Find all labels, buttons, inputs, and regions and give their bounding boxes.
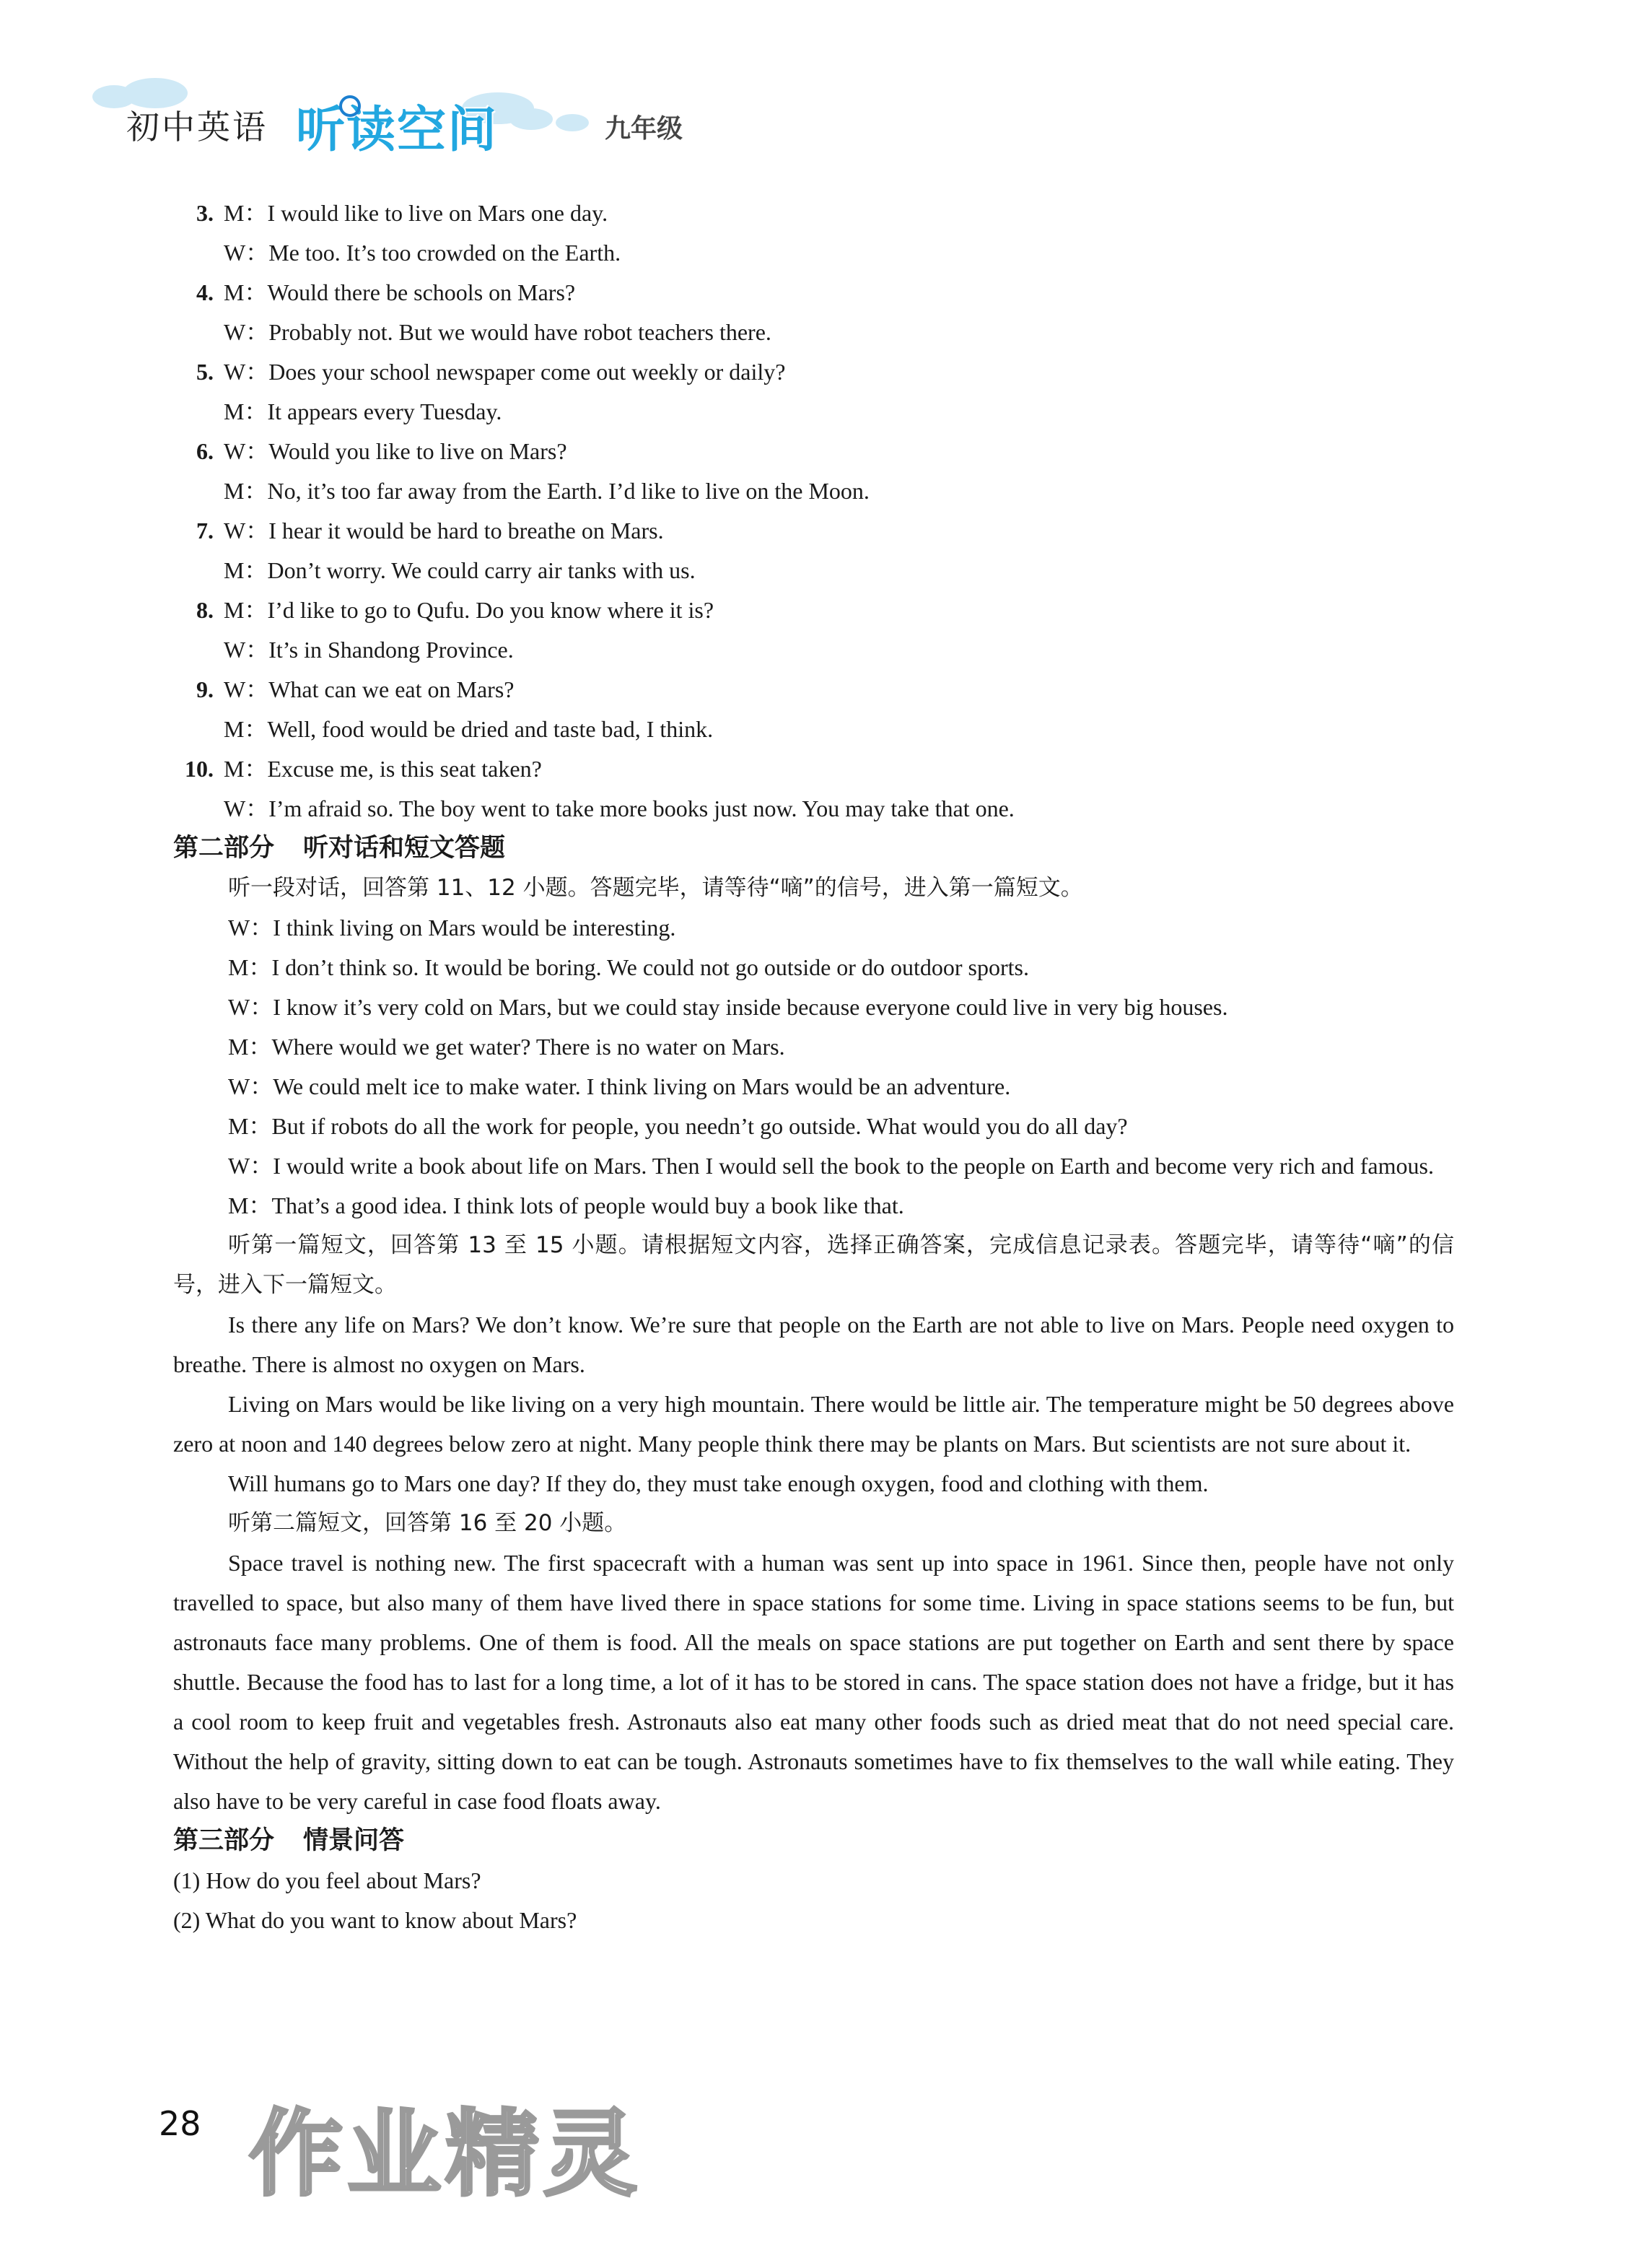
passage-one — [173, 1305, 1454, 1504]
instruction-text: 听一段对话，回答第 11、12 小题。答题完毕，请等待“嘀”的信号，进入第一篇短文。 — [228, 875, 1083, 901]
list-item-reply: M：Well, food would be dried and taste bad, I think. — [224, 716, 714, 742]
section-heading-part2: 第二部分 听对话和短文答题 — [173, 834, 506, 863]
book-series-title: 初中英语 — [126, 108, 268, 147]
page-number: 28 — [159, 2104, 201, 2143]
list-item: 4. M：Would there be schools on Mars? — [196, 279, 576, 305]
dialogue — [173, 908, 1454, 1226]
list-item-reply: W：Probably not. But we would have robot teachers there. — [224, 319, 771, 345]
list-item: 5. W：Does your school newspaper come out weekly or daily? — [196, 359, 786, 385]
paragraph: Will humans go to Mars one day? If they do, they must take enough oxygen, food and clothing with them. — [228, 1470, 1209, 1496]
list-item: 3. M：I would like to live on Mars one day. — [196, 200, 608, 226]
list-item: 7. W：I hear it would be hard to breathe on Mars. — [196, 518, 664, 544]
list-item-reply: M：It appears every Tuesday. — [224, 398, 502, 424]
list-item-reply: M：Don’t worry. We could carry air tanks with us. — [224, 557, 696, 583]
part1-list — [173, 193, 1454, 829]
list-item: 9. W：What can we eat on Mars? — [196, 676, 515, 702]
dialogue-line: W：I would write a book about life on Mars. Then I would sell the book to the people on Earth and become very rich and famous. — [228, 1153, 1434, 1179]
list-item-reply: W：It’s in Shandong Province. — [224, 637, 514, 663]
paragraph: Is there any life on Mars? We don’t know. We’re sure that people on the Earth are not able to live on Mars. People need oxygen to breathe. There is almost no oxygen on Mars. — [173, 1312, 1454, 1377]
dialogue-line: M：Where would we get water? There is no water on Mars. — [228, 1034, 785, 1060]
book-brand-title: 听读空间 — [296, 102, 499, 159]
list-item-reply: W：I’m afraid so. The boy went to take more books just now. You may take that one. — [224, 795, 1015, 821]
dialogue-line: W：I think living on Mars would be interesting. — [228, 915, 676, 941]
passage-two: Space travel is nothing new. The first spacecraft with a human was sent up into space in 1961. Since then, people have not only travelled to space, but also many of them have lived there in space stations for some time. Living in space stations seems to be fun, but astronauts face many problems. One of them is food. All the meals on space stations are put together on Earth and sent there by space shuttle. Because the food has to last for a long time, a lot of it has to be stored in cans. The space station does not have a fridge, but it has a cool room to keep fruit and vegetables fresh. Astronauts also eat many other foods such as dried meat that do not need special care. Without the help of gravity, sitting down to eat can be tough. Astronauts sometimes have to fix themselves to the wall while eating. They also have to be very careful in case food floats away. — [173, 1550, 1454, 1814]
dialogue-line: W：We could melt ice to make water. I think living on Mars would be an adventure. — [228, 1073, 1011, 1099]
grade-label: 九年级 — [605, 114, 683, 144]
page-header — [0, 0, 1628, 173]
section-heading-part3: 第三部分 情景问答 — [173, 1826, 405, 1855]
dialogue-line: M：But if robots do all the work for people, you needn’t go outside. What would you do all day? — [228, 1113, 1128, 1139]
instruction-text: 听第二篇短文，回答第 16 至 20 小题。 — [228, 1510, 627, 1536]
sound-icon — [339, 95, 361, 117]
watermark-logo: 作业精灵 — [249, 2099, 642, 2209]
list-item: 10. M：Excuse me, is this seat taken? — [185, 756, 542, 782]
dialogue-line: M：I don’t think so. It would be boring. We could not go outside or do outdoor sports. — [228, 954, 1029, 980]
dialogue-line: W：I know it’s very cold on Mars, but we could stay inside because everyone could live in very big houses. — [228, 994, 1228, 1020]
instruction-text: 听第一篇短文，回答第 13 至 15 小题。请根据短文内容，选择正确答案，完成信息记录表。答题完毕，请等待“嘀”的信号，进入下一篇短文。 — [173, 1232, 1454, 1298]
question-item: (2) What do you want to know about Mars? — [173, 1907, 577, 1933]
question-item: (1) How do you feel about Mars? — [173, 1867, 481, 1893]
cloud-decoration — [509, 108, 553, 130]
paragraph: Living on Mars would be like living on a very high mountain. There would be little air. The temperature might be 50 degrees above zero at noon and 140 degrees below zero at night. Many people think there may be plants on Mars. But scientists are not sure about it. — [173, 1391, 1454, 1457]
list-item: 6. W：Would you like to live on Mars? — [196, 438, 567, 464]
list-item: 8. M：I’d like to go to Qufu. Do you know where it is? — [196, 597, 714, 623]
list-item-reply: M：No, it’s too far away from the Earth. I’d like to live on the Moon. — [224, 478, 870, 504]
page-content — [173, 193, 1454, 1940]
cloud-decoration — [556, 114, 589, 131]
dialogue-line: M：That’s a good idea. I think lots of people would buy a book like that. — [228, 1192, 904, 1218]
list-item-reply: W：Me too. It’s too crowded on the Earth. — [224, 240, 621, 266]
